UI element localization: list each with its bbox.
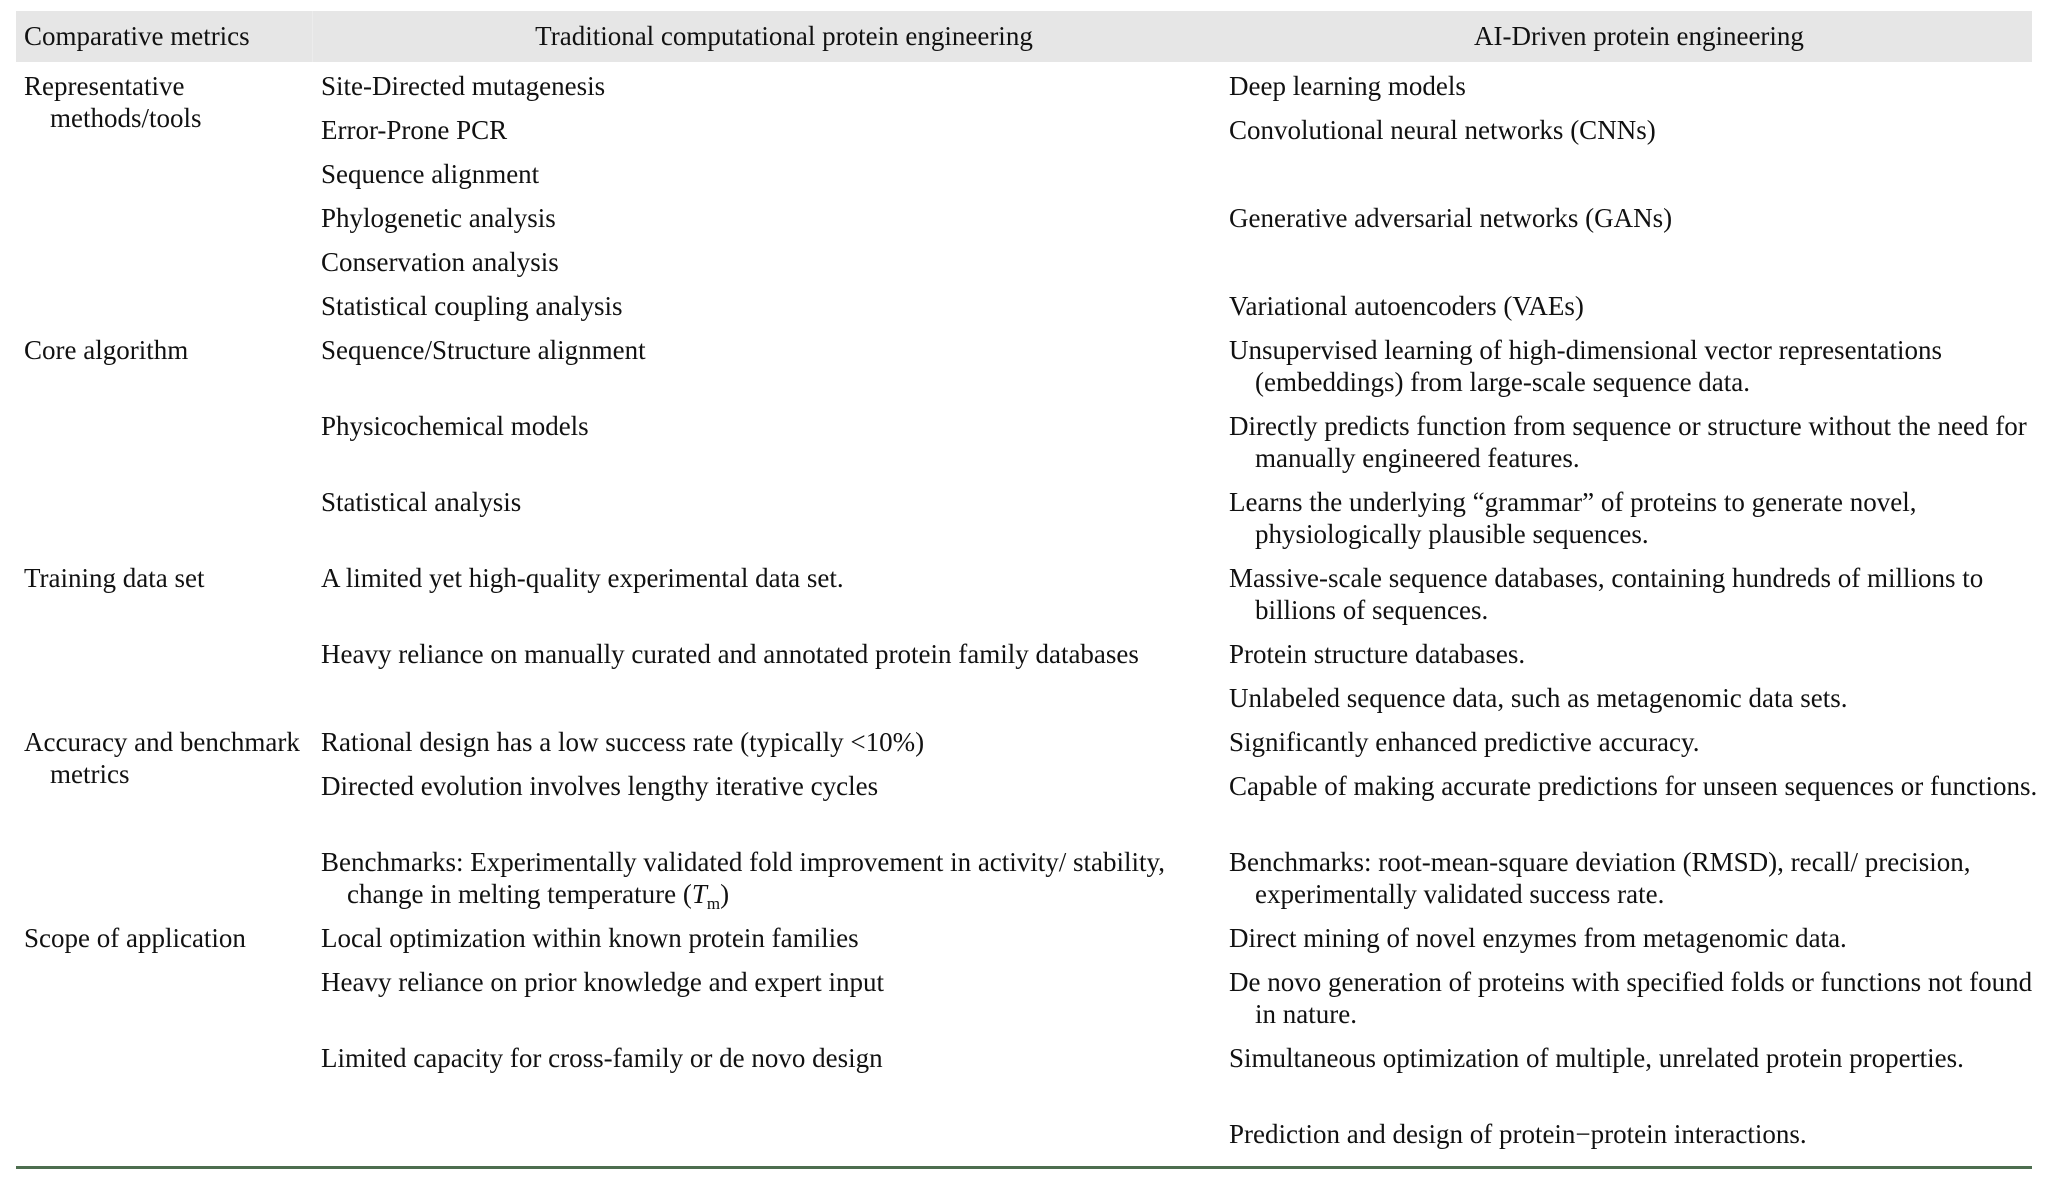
trad-cell: Directed evolution involves lengthy iterative cycles: [321, 771, 879, 801]
ai-cell: Unsupervised learning of high-dimensional vector representations (embeddings) from large-scale sequence data.: [1229, 335, 1943, 397]
metric-core-algorithm: Core algorithm: [24, 335, 189, 365]
ai-cell: Convolutional neural networks (CNNs): [1229, 115, 1656, 145]
header-ai-driven: AI-Driven protein engineering: [1474, 21, 1804, 51]
header-comparative-metrics: Comparative metrics: [24, 21, 250, 51]
ai-cell: Simultaneous optimization of multiple, unrelated protein properties.: [1229, 1043, 1964, 1073]
trad-cell: Error-Prone PCR: [321, 115, 508, 145]
ai-cell: De novo generation of proteins with specified folds or functions not found in nature.: [1229, 967, 2033, 1029]
ai-cell: Variational autoencoders (VAEs): [1229, 291, 1584, 321]
trad-cell: Site-Directed mutagenesis: [321, 71, 606, 101]
ai-cell: Prediction and design of protein−protein interactions.: [1229, 1119, 1807, 1149]
ai-cell: Learns the underlying “grammar” of proteins to generate novel, physiologically plausible sequences.: [1229, 487, 1917, 549]
ai-cell: Massive-scale sequence databases, containing hundreds of millions to billions of sequences.: [1229, 563, 1984, 625]
trad-cell: Statistical analysis: [321, 487, 522, 517]
comparison-table: [16, 11, 2038, 1149]
ai-cell: Generative adversarial networks (GANs): [1229, 203, 1673, 233]
trad-cell: Phylogenetic analysis: [321, 203, 556, 233]
ai-cell: Directly predicts function from sequence or structure without the need for manually engineered features.: [1229, 411, 2027, 473]
trad-cell: A limited yet high-quality experimental data set.: [321, 563, 844, 593]
ai-cell: Deep learning models: [1229, 71, 1466, 101]
trad-cell: Sequence alignment: [321, 159, 540, 189]
metric-accuracy-benchmark: Accuracy and benchmark metrics: [24, 727, 300, 789]
metric-training-data-set: Training data set: [24, 563, 205, 593]
trad-cell: Sequence/Structure alignment: [321, 335, 646, 365]
table-bottom-rule: [16, 1166, 2032, 1169]
ai-cell: Benchmarks: root-mean-square deviation (RMSD), recall/ precision, experimentally validated success rate.: [1229, 847, 1971, 909]
ai-cell: Unlabeled sequence data, such as metagenomic data sets.: [1229, 683, 1848, 713]
trad-cell-benchmarks: Benchmarks: Experimentally validated fold improvement in activity/ stability, change in melting temperature $(T_m)$: [321, 847, 1166, 913]
ai-cell: Protein structure databases.: [1229, 639, 1526, 669]
ai-cell: Capable of making accurate predictions for unseen sequences or functions.: [1229, 771, 2038, 801]
table-header: [16, 11, 2032, 62]
trad-cell: Conservation analysis: [321, 247, 559, 277]
header-traditional: Traditional computational protein engineering: [535, 21, 1033, 51]
trad-cell: Limited capacity for cross-family or de novo design: [321, 1043, 883, 1073]
ai-cell: Direct mining of novel enzymes from metagenomic data.: [1229, 923, 1847, 953]
trad-cell: Heavy reliance on prior knowledge and expert input: [321, 967, 885, 997]
trad-cell: Heavy reliance on manually curated and annotated protein family databases: [321, 639, 1139, 669]
trad-cell: Physicochemical models: [321, 411, 589, 441]
ai-cell: Significantly enhanced predictive accuracy.: [1229, 727, 1700, 757]
trad-cell: Statistical coupling analysis: [321, 291, 623, 321]
metric-scope-of-application: Scope of application: [24, 923, 246, 953]
trad-cell: Rational design has a low success rate (typically <10%): [321, 727, 925, 757]
header-divider: [312, 11, 313, 62]
metric-representative-methods: Representative methods/tools: [24, 71, 202, 133]
trad-cell: Local optimization within known protein families: [321, 923, 859, 953]
